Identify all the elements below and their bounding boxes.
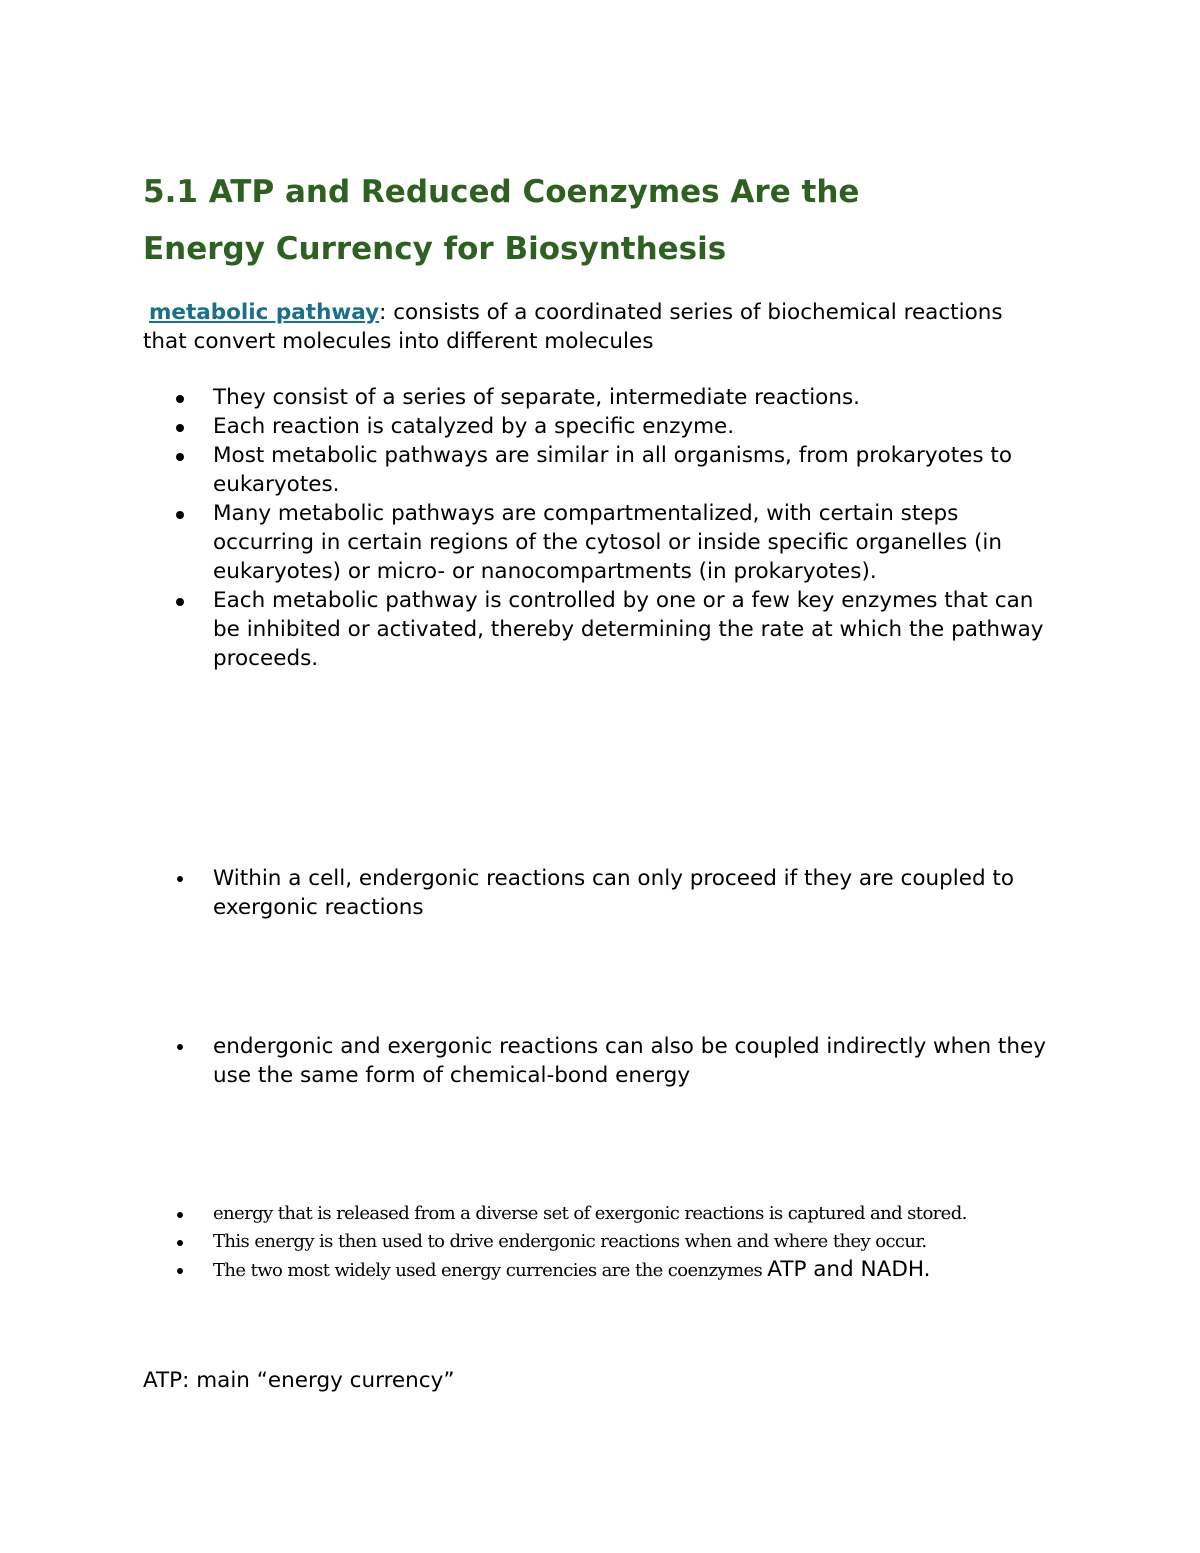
list-item: The two most widely used energy currencies are the coenzymes ATP and NADH. bbox=[143, 1256, 1063, 1285]
energy-currency-list bbox=[143, 1200, 1063, 1285]
bullet-icon bbox=[177, 1268, 183, 1274]
list-item: energy that is released from a diverse set of exergonic reactions is captured and stored. bbox=[143, 1200, 1063, 1228]
list-item: Each reaction is catalyzed by a specific enzyme. bbox=[143, 412, 1063, 441]
section-heading-line-1: 5.1 ATP and Reduced Coenzymes Are the bbox=[143, 174, 860, 210]
list-item: This energy is then used to drive endergonic reactions when and where they occur. bbox=[143, 1228, 1063, 1256]
coupling-list-1 bbox=[143, 864, 1063, 922]
definition-paragraph bbox=[143, 298, 1043, 356]
list-item: endergonic and exergonic reactions can also be coupled indirectly when they use the same form of chemical-bond energy bbox=[143, 1032, 1063, 1090]
bullet-icon bbox=[177, 1044, 183, 1050]
list-item: They consist of a series of separate, intermediate reactions. bbox=[143, 383, 1063, 412]
definition-colon: : bbox=[379, 300, 387, 325]
bullet-icon bbox=[177, 876, 183, 882]
section-heading bbox=[143, 164, 1063, 278]
pathway-points-list bbox=[143, 383, 1063, 673]
bullet-icon bbox=[177, 1240, 183, 1246]
bullet-icon bbox=[177, 1212, 183, 1218]
coenzymes-emphasis: ATP and NADH. bbox=[767, 1257, 931, 1282]
definition-text: consists of a coordinated series of biochemical reactions that convert molecules into different molecules bbox=[143, 300, 1003, 354]
list-item: Each metabolic pathway is controlled by one or a few key enzymes that can be inhibited or activated, thereby determining the rate at which the pathway proceeds. bbox=[143, 586, 1063, 673]
bullet-icon bbox=[176, 453, 184, 461]
list-item: Within a cell, endergonic reactions can only proceed if they are coupled to exergonic reactions bbox=[143, 864, 1063, 922]
coupling-list-2 bbox=[143, 1032, 1063, 1090]
bullet-icon bbox=[176, 598, 184, 606]
atp-line: ATP: main “energy currency” bbox=[143, 1368, 455, 1393]
list-item: Many metabolic pathways are compartmentalized, with certain steps occurring in certain regions of the cytosol or inside specific organelles (in eukaryotes) or micro- or nanocompartments (in prokaryotes). bbox=[143, 499, 1063, 586]
metabolic-pathway-link[interactable]: metabolic pathway bbox=[149, 300, 380, 325]
bullet-icon bbox=[176, 395, 184, 403]
bullet-icon bbox=[176, 511, 184, 519]
list-item: Most metabolic pathways are similar in all organisms, from prokaryotes to eukaryotes. bbox=[143, 441, 1063, 499]
bullet-icon bbox=[176, 424, 184, 432]
section-heading-line-2: Energy Currency for Biosynthesis bbox=[143, 231, 727, 267]
